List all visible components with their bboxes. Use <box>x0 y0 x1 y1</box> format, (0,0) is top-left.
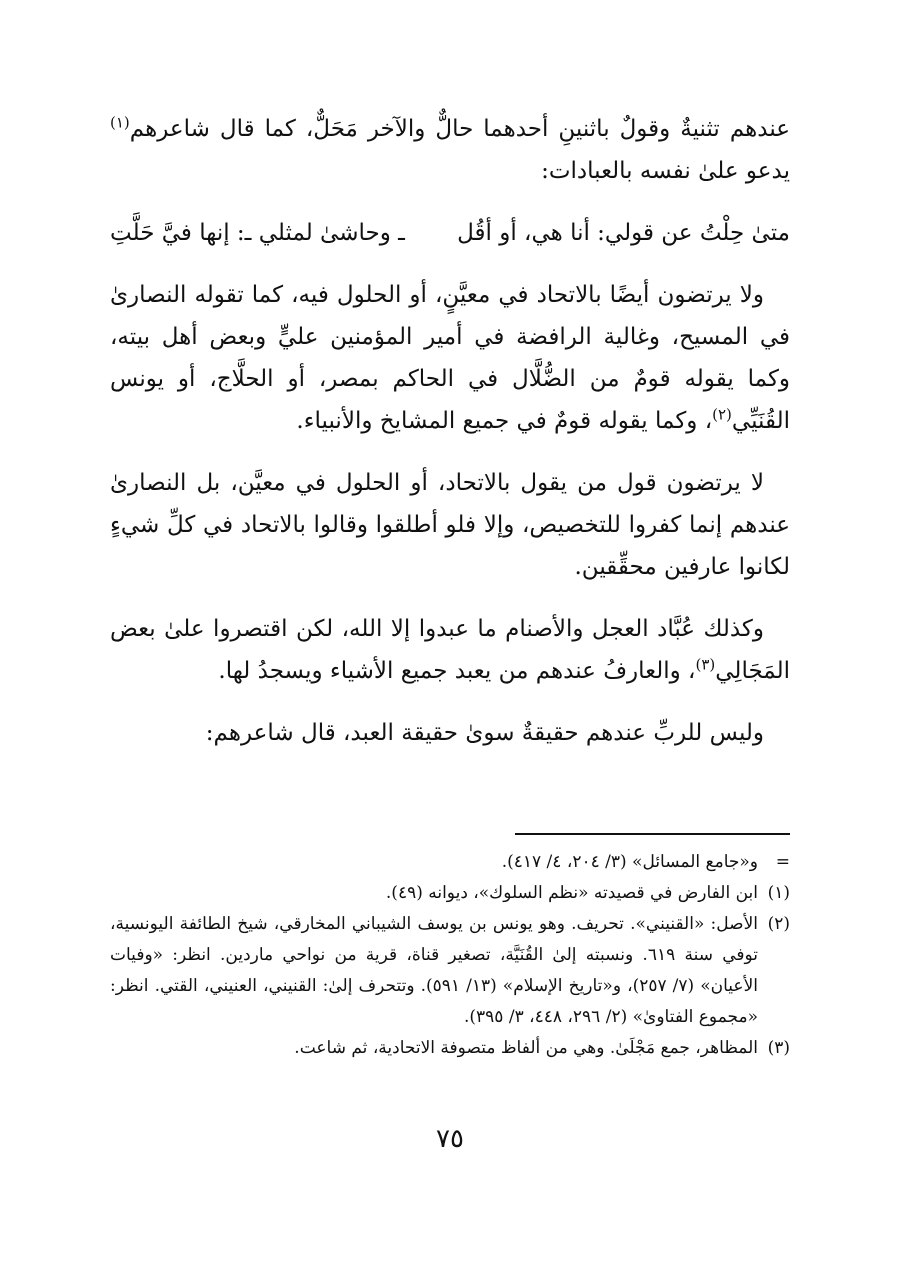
footnote-1 <box>110 878 790 909</box>
footnote-text: و«جامع المسائل» (٣/ ٢٠٤، ٤/ ٤١٧). <box>501 852 758 872</box>
paragraph-1-continuation: يدعو علىٰ نفسه بالعبادات: <box>541 158 790 184</box>
paragraph-2 <box>110 274 790 442</box>
footnotes <box>110 847 790 1064</box>
paragraph-2-text: ولا يرتضون أيضًا بالاتحاد في معيَّنٍ، أو الحلول فيه، كما تقوله النصارىٰ في المسيح، وغالية الرافضة في أمير المؤمنين عليٍّ وبعض أهل بيته، وكما يقوله قومٌ من الضُّلَّال في الحاكم بمصر، أو الحلَّاج، أو يونس القُنَيِّي <box>110 282 790 434</box>
footnote-ref-2[interactable]: (٢) <box>712 405 732 424</box>
paragraph-3 <box>110 462 790 588</box>
paragraph-4-continuation: ، والعارفُ عندهم من يعبد جميع الأشياء ويسجدُ لها. <box>218 658 696 684</box>
poem-verse <box>110 212 790 254</box>
paragraph-1 <box>110 108 790 192</box>
verse-second-hemistich: ـ وحاشىٰ لمثلي ـ: إنها فيَّ حَلَّتِ <box>110 220 405 246</box>
footnote-number: (٢) <box>767 914 790 934</box>
footnote-2 <box>110 909 790 1033</box>
paragraph-4-text: وكذلك عُبَّاد العجل والأصنام ما عبدوا إلا الله، لكن اقتصروا علىٰ بعض المَجَالِي <box>110 616 790 684</box>
footnote-text: ابن الفارض في قصيدته «نظم السلوك»، ديوانه (٤٩). <box>385 883 758 903</box>
main-text <box>110 108 790 774</box>
footnote-3 <box>110 1033 790 1064</box>
page-number: ٧٥ <box>436 1124 464 1154</box>
footnote-number: (٣) <box>767 1038 790 1058</box>
footnote-ref-3[interactable]: (٣) <box>695 655 716 674</box>
paragraph-1-text: عندهم تثنيةٌ وقولٌ باثنينِ أحدهما حالٌّ والآخر مَحَلٌّ، كما قال شاعرهم <box>129 116 790 142</box>
footnote-divider <box>515 833 790 835</box>
paragraph-3-text: لا يرتضون قول من يقول بالاتحاد، أو الحلول في معيَّن، بل النصارىٰ عندهم إنما كفروا للتخصيص، وإلا فلو أطلقوا وقالوا بالاتحاد في كلِّ شيءٍ لكانوا عارفين محقِّقين. <box>110 470 790 580</box>
footnote-text: المظاهر، جمع مَجْلَىٰ. وهي من ألفاظ متصوفة الاتحادية، ثم شاعت. <box>294 1038 758 1058</box>
paragraph-5-text: وليس للربِّ عندهم حقيقةٌ سوىٰ حقيقة العبد، قال شاعرهم: <box>205 720 764 746</box>
paragraph-4 <box>110 608 790 692</box>
footnote-number: = <box>775 852 790 872</box>
footnote-ref-1[interactable]: (١) <box>110 113 130 132</box>
paragraph-5 <box>110 712 790 754</box>
paragraph-2-continuation: ، وكما يقوله قومٌ في جميع المشايخ والأنبياء. <box>296 408 713 434</box>
footnote-text: الأصل: «القنيني». تحريف. وهو يونس بن يوسف الشيباني المخارقي، شيخ الطائفة اليونسية، توفي سنة ٦١٩. ونسبته إلىٰ القُنَيَّة، تصغير قناة، قرية من نواحي ماردين. انظر: «وفيات الأعيان» (٧/ ٢٥٧)، و«تاريخ الإسلام» (١٣/ ٥٩١). وتتحرف إلىٰ: القنيني، العنيني، القتي. انظر: «مجموع الفتاوىٰ» (٢/ ٢٩٦، ٤٤٨، ٣/ ٣٩٥). <box>110 914 758 1027</box>
verse-first-hemistich: متىٰ حِلْتُ عن قولي: أنا هي، أو أقُل <box>457 220 790 246</box>
footnote-number: (١) <box>767 883 790 903</box>
footnote-continuation <box>110 847 790 878</box>
